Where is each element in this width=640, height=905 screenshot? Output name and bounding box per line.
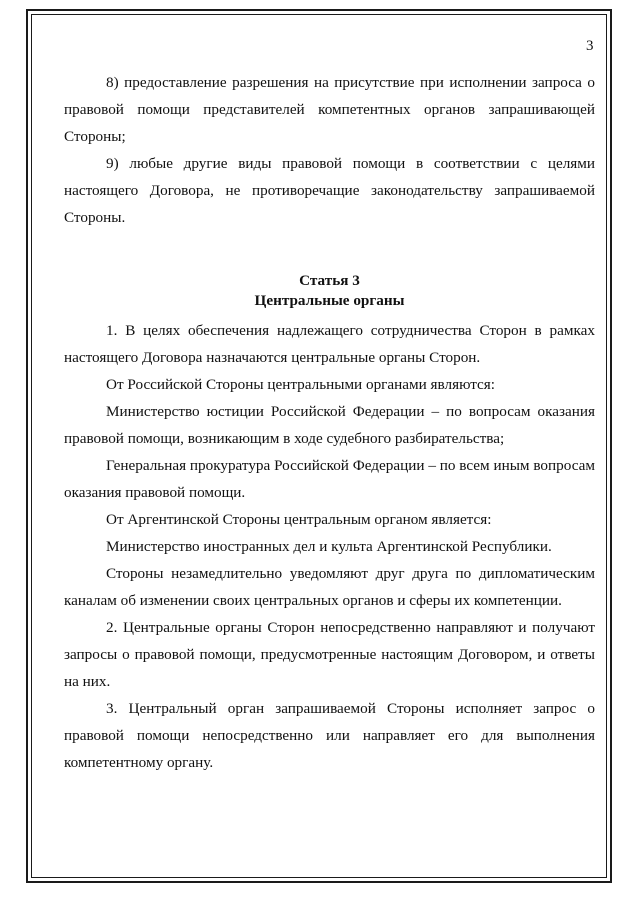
article-number: Статья 3 — [299, 272, 360, 289]
paragraph-russian-side: От Российской Стороны центральными органами являются: — [106, 376, 495, 393]
paragraph-clause-2: 2. Центральные органы Сторон непосредственно направляют и получают запросы о правовой помощи, предусмотренные настоящим Договором, и ответы на них. — [64, 619, 595, 690]
paragraph-ministry-justice: Министерство юстиции Российской Федерации – по вопросам оказания правовой помощи, возникающим в ходе судебного разбирательства; — [64, 403, 595, 447]
paragraph-ministry-foreign-affairs: Министерство иностранных дел и культа Аргентинской Республики. — [106, 538, 552, 555]
paragraph-item-9: 9) любые другие виды правовой помощи в соответствии с целями настоящего Договора, не противоречащие законодательству запрашиваемой Стороны. — [64, 155, 595, 226]
paragraph-notification: Стороны незамедлительно уведомляют друг друга по дипломатическим каналам об изменении своих центральных органов и сферы их компетенции. — [64, 565, 595, 609]
paragraph-clause-3: 3. Центральный орган запрашиваемой Стороны исполняет запрос о правовой помощи непосредственно или направляет его для выполнения компетентному органу. — [64, 700, 595, 771]
paragraph-argentine-side: От Аргентинской Стороны центральным органом является: — [106, 511, 492, 528]
spacer — [64, 231, 595, 271]
document-body — [64, 69, 595, 776]
paragraph-item-8: 8) предоставление разрешения на присутствие при исполнении запроса о правовой помощи представителей компетентных органов запрашивающей Стороны; — [64, 74, 595, 145]
page-number: 3 — [586, 38, 594, 54]
article-title: Центральные органы — [254, 292, 405, 309]
paragraph-clause-1: 1. В целях обеспечения надлежащего сотрудничества Сторон в рамках настоящего Договора назначаются центральные органы Сторон. — [64, 322, 595, 366]
paragraph-prosecutor-office: Генеральная прокуратура Российской Федерации – по всем иным вопросам оказания правовой помощи. — [64, 457, 595, 501]
